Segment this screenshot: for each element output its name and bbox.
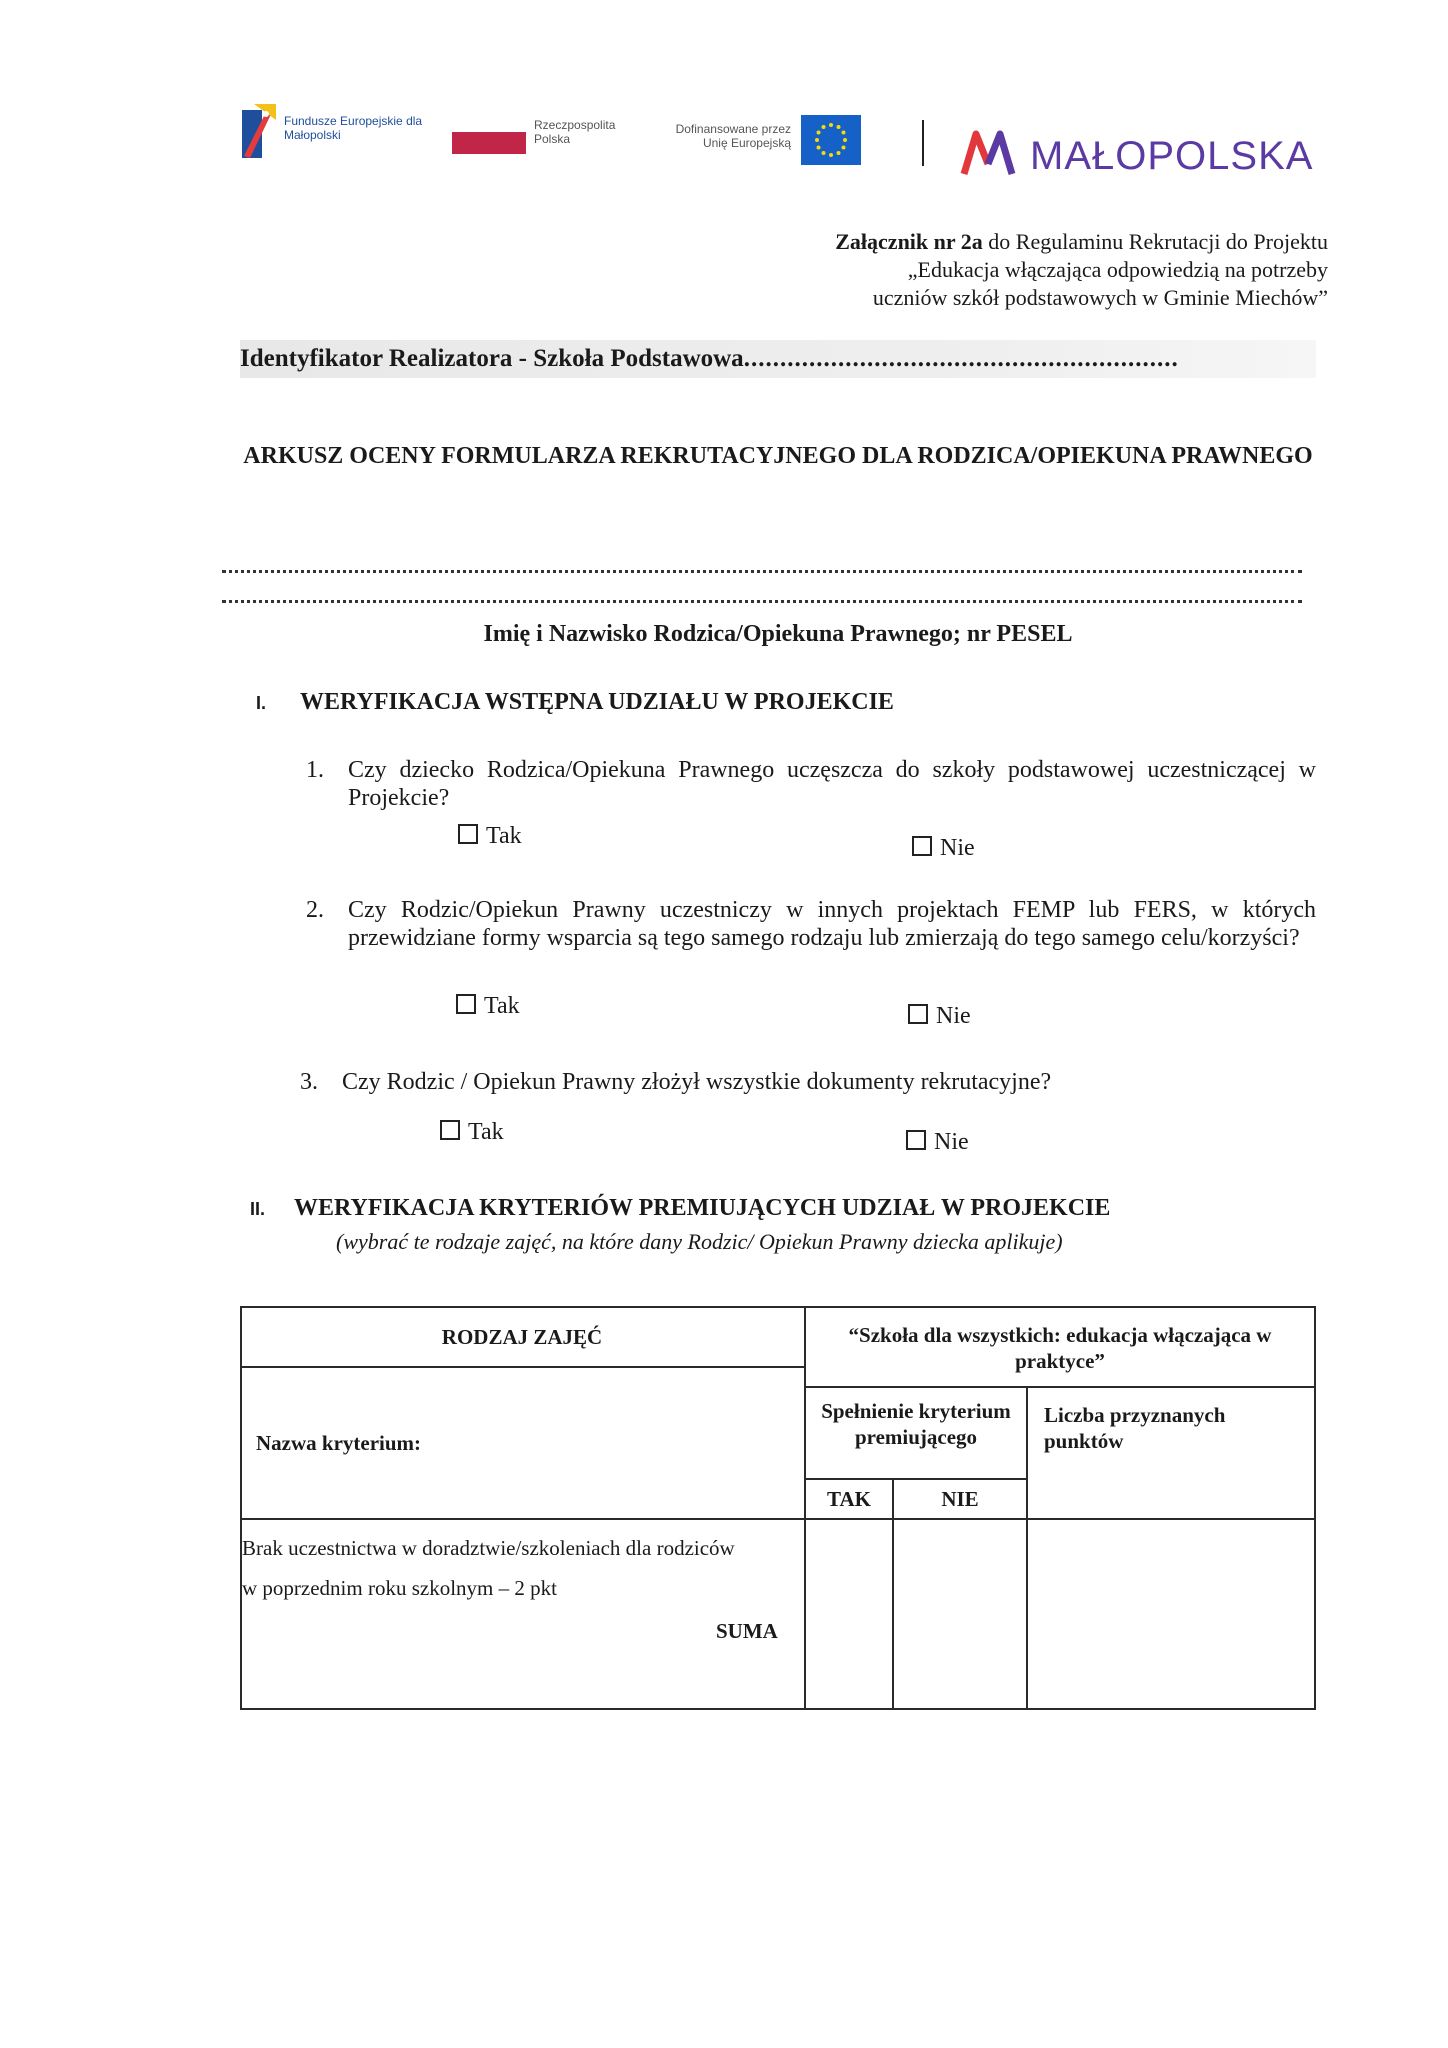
question-2-text: Czy Rodzic/Opiekun Prawny uczestniczy w innych projektach FEMP lub FERS, w których przewidziane formy wsparcia są tego samego rodzaju lub zmierzają do tego samego celu/korzyści? xyxy=(348,897,1316,951)
header-liczba-punktow: Liczba przyznanych punktów xyxy=(1044,1403,1226,1453)
option-label: Tak xyxy=(468,1119,504,1145)
checkbox-icon[interactable] xyxy=(908,1004,928,1024)
section-2-title: WERYFIKACJA KRYTERIÓW PREMIUJĄCYCH UDZIAŁ W PROJEKCIE xyxy=(294,1195,1111,1221)
question-1-option-no[interactable] xyxy=(912,834,975,862)
annex-line-2: „Edukacja włączająca odpowiedzią na potrzeby xyxy=(907,257,1328,282)
logo-unia-europejska xyxy=(655,112,875,168)
name-entry-line-1[interactable] xyxy=(222,570,1302,573)
table-line xyxy=(804,1386,1316,1388)
table-line xyxy=(240,1366,804,1368)
option-label: Nie xyxy=(936,1003,971,1029)
checkbox-icon[interactable] xyxy=(906,1130,926,1150)
section-2-number: II. xyxy=(250,1199,266,1219)
table-border-bottom xyxy=(240,1708,1316,1710)
form-title: ARKUSZ OCENY FORMULARZA REKRUTACYJNEGO DLA RODZICA/OPIEKUNA PRAWNEGO xyxy=(243,443,1313,469)
option-label: Tak xyxy=(486,823,522,849)
checkbox-icon[interactable] xyxy=(912,836,932,856)
question-3-number: 3. xyxy=(300,1069,318,1095)
identifier-field[interactable] xyxy=(240,340,1316,378)
question-2-option-yes[interactable] xyxy=(456,992,520,1020)
points-cell[interactable] xyxy=(1028,1520,1314,1708)
option-label: Nie xyxy=(940,835,975,861)
logo-separator xyxy=(922,120,924,166)
header-rodzaj-zajec: RODZAJ ZAJĘĆ xyxy=(441,1325,603,1349)
logo-malopolska xyxy=(960,128,1320,180)
checkbox-icon[interactable] xyxy=(458,824,478,844)
criteria-table xyxy=(240,1306,1316,1710)
name-field-caption: Imię i Nazwisko Rodzica/Opiekuna Prawnego; nr PESEL xyxy=(483,621,1073,647)
fe-logo-icon xyxy=(240,100,276,160)
question-1-number: 1. xyxy=(306,757,324,783)
header-program: “Szkoła dla wszystkich: edukacja włączająca w praktyce” xyxy=(848,1323,1272,1373)
header-nazwa-kryterium: Nazwa kryterium: xyxy=(256,1431,422,1455)
section-1-heading xyxy=(256,686,894,719)
question-2-option-no[interactable] xyxy=(908,1002,971,1030)
logo-rzeczpospolita xyxy=(452,118,632,158)
question-2-number: 2. xyxy=(306,897,324,923)
annex-line-1 xyxy=(708,228,1328,256)
malopolska-logo-icon xyxy=(960,128,1018,176)
header-spelnienie: Spełnienie kryterium premiującego xyxy=(821,1399,1011,1449)
section-1-number: I. xyxy=(256,693,267,713)
checkbox-icon[interactable] xyxy=(456,994,476,1014)
fe-logo-text: Fundusze Europejskie dla Małopolski xyxy=(284,114,423,142)
identifier-label: Identyfikator Realizatora - Szkoła Podstawowa xyxy=(240,345,744,372)
logo-fundusze-europejskie xyxy=(240,100,450,162)
criterion-nie-cell[interactable] xyxy=(894,1520,1026,1708)
section-2-heading xyxy=(250,1192,1110,1225)
criterion-text: Brak uczestnictwa w doradztwie/szkoleniach dla rodziców w poprzednim roku szkolnym – 2 pkt xyxy=(242,1536,735,1600)
section-2-note: (wybrać te rodzaje zajęć, na które dany Rodzic/ Opiekun Prawny dziecka aplikuje) xyxy=(336,1229,1063,1254)
table-line xyxy=(1026,1386,1028,1518)
annex-number: Załącznik nr 2a xyxy=(835,229,983,254)
checkbox-icon[interactable] xyxy=(440,1120,460,1140)
name-entry-line-2[interactable] xyxy=(222,600,1302,603)
annex-note xyxy=(708,228,1328,312)
polish-flag-icon xyxy=(452,132,526,154)
section-1-title: WERYFIKACJA WSTĘPNA UDZIAŁU W PROJEKCIE xyxy=(300,689,894,715)
rp-logo-text: Rzeczpospolita Polska xyxy=(534,118,616,146)
header-nie: NIE xyxy=(941,1487,979,1511)
malopolska-logo-text: MAŁOPOLSKA xyxy=(1030,134,1314,178)
sum-label: SUMA xyxy=(716,1619,778,1643)
table-line xyxy=(804,1478,1028,1480)
question-1-option-yes[interactable] xyxy=(458,822,522,850)
eu-logo-text: Dofinansowane przez Unię Europejską xyxy=(675,122,791,150)
header-tak: TAK xyxy=(827,1487,871,1511)
annex-line-1-rest: do Regulaminu Rekrutacji do Projektu xyxy=(982,229,1328,254)
question-3-option-yes[interactable] xyxy=(440,1118,504,1146)
question-1-text: Czy dziecko Rodzica/Opiekuna Prawnego uczęszcza do szkoły podstawowej uczestniczącej w Projekcie? xyxy=(348,757,1316,811)
eu-flag-icon xyxy=(801,115,861,165)
table-border-right xyxy=(1314,1306,1316,1710)
criterion-tak-cell[interactable] xyxy=(806,1520,892,1708)
annex-line-3: uczniów szkół podstawowych w Gminie Miechów” xyxy=(872,285,1328,310)
table-border-top xyxy=(240,1306,1316,1308)
option-label: Nie xyxy=(934,1129,969,1155)
identifier-dots: ............................................................ xyxy=(743,345,1179,372)
question-3-text: Czy Rodzic / Opiekun Prawny złożył wszystkie dokumenty rekrutacyjne? xyxy=(342,1069,1052,1095)
question-3-option-no[interactable] xyxy=(906,1128,969,1156)
option-label: Tak xyxy=(484,993,520,1019)
